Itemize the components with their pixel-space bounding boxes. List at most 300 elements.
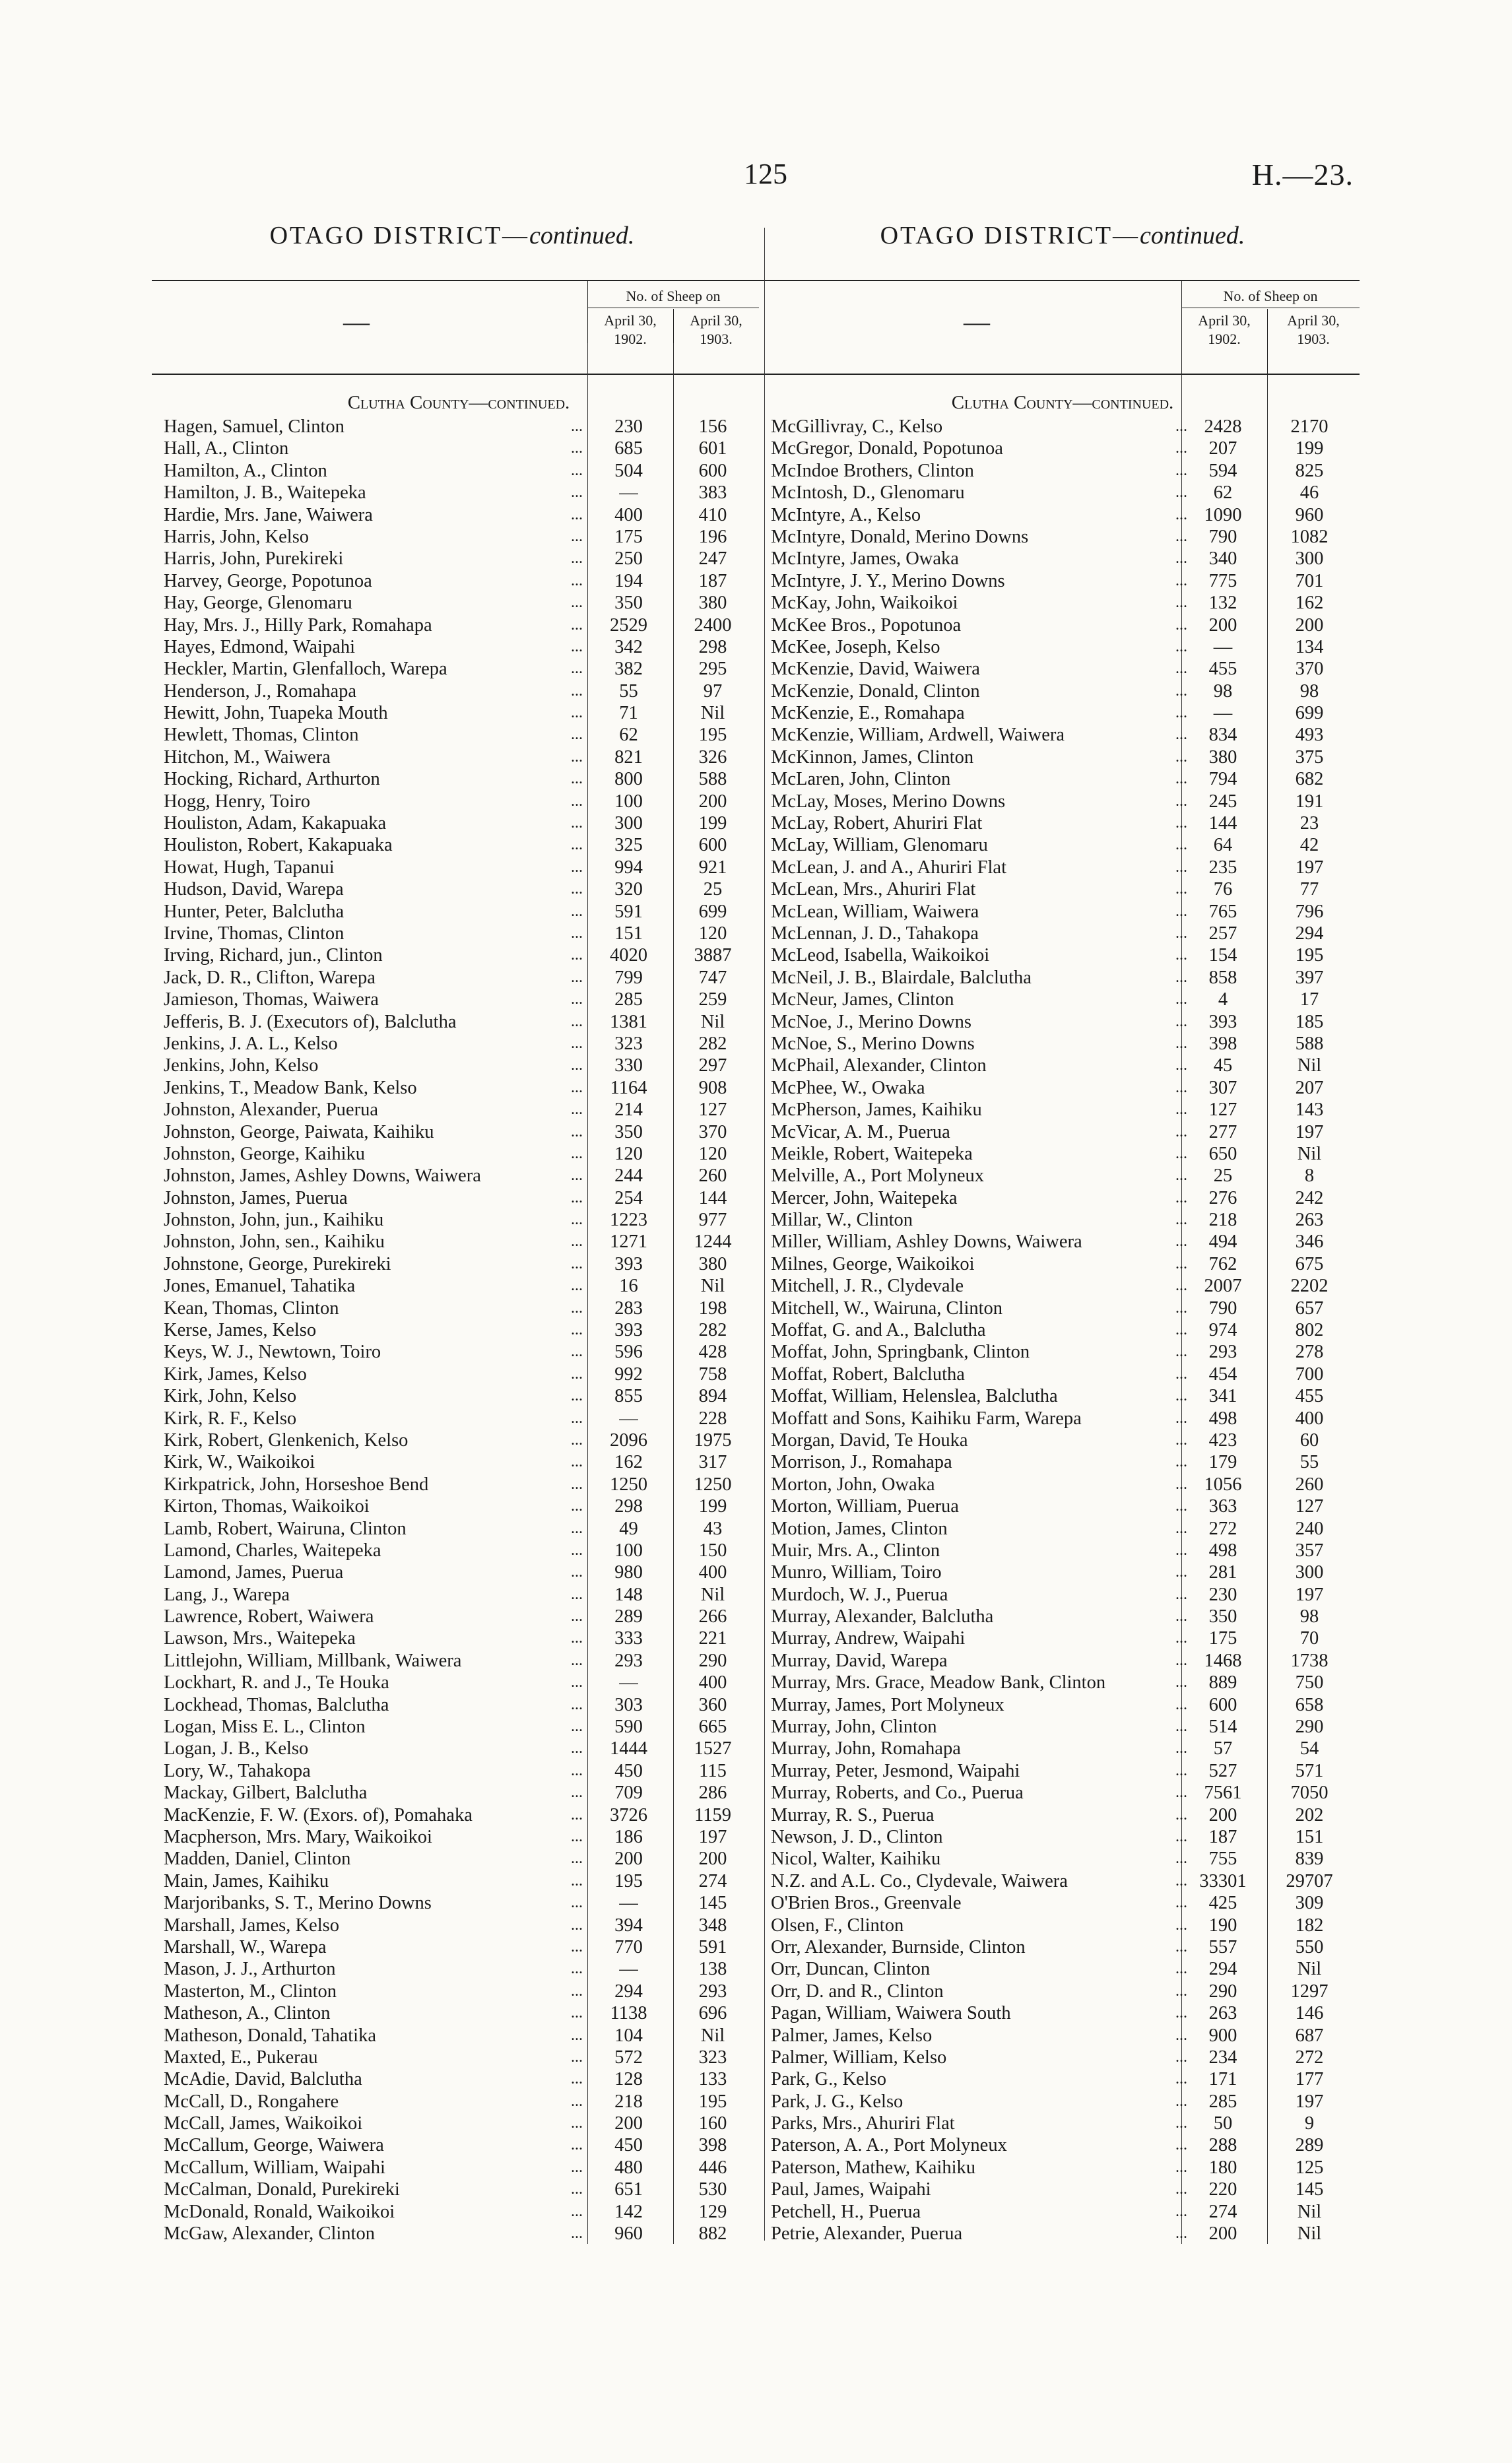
owner-name: Macpherson, Mrs. Mary, Waikoikoi xyxy=(164,1827,432,1847)
sheep-1903: 293 xyxy=(698,1981,727,2002)
sheep-1902: 4 xyxy=(1218,989,1228,1010)
table-row xyxy=(766,2157,1360,2179)
sheep-1903: 750 xyxy=(1295,1672,1324,1693)
sheep-1902: 175 xyxy=(1208,1628,1237,1649)
sheep-1903: 1297 xyxy=(1290,1981,1329,2002)
sheep-1903: 144 xyxy=(698,1187,727,1208)
leader-dots: ... xyxy=(571,1850,583,1868)
owner-name: Harvey, George, Popotunoa xyxy=(164,570,372,591)
sheep-1903: Nil xyxy=(1297,1055,1322,1076)
sheep-1902: 190 xyxy=(1208,1915,1237,1936)
sheep-1903: 326 xyxy=(698,746,727,768)
sheep-1903: 3887 xyxy=(694,945,732,966)
leader-dots: ... xyxy=(571,968,583,986)
owner-name: Johnston, Alexander, Puerua xyxy=(164,1100,378,1121)
owner-name: McGillivray, C., Kelso xyxy=(771,416,943,437)
sheep-1903: 98 xyxy=(1299,680,1319,702)
sheep-1903: 1244 xyxy=(694,1232,732,1253)
leader-dots: ... xyxy=(571,527,583,545)
sheep-1903: 687 xyxy=(1295,2025,1324,2046)
leader-dots: ... xyxy=(571,1674,583,1691)
owner-name: Paterson, Mathew, Kaihiku xyxy=(771,2157,976,2178)
sheep-1903: 145 xyxy=(698,1893,727,1914)
leader-dots: ... xyxy=(1175,1189,1187,1206)
sheep-1903: 1159 xyxy=(694,1804,731,1825)
sheep-1902: 288 xyxy=(1208,2135,1237,2156)
owner-name: Harris, John, Kelso xyxy=(164,526,310,547)
sheep-1903: 290 xyxy=(698,1650,727,1671)
sheep-1902: 230 xyxy=(614,416,643,437)
owner-name: Jenkins, T., Meadow Bank, Kelso xyxy=(164,1077,417,1098)
leader-dots: ... xyxy=(571,1431,583,1449)
leader-dots: ... xyxy=(571,792,583,810)
sheep-1903: 145 xyxy=(1295,2179,1324,2200)
sheep-1903: 55 xyxy=(1299,1452,1319,1473)
leader-dots: ... xyxy=(1175,2202,1187,2220)
owner-name: Hagen, Samuel, Clinton xyxy=(164,416,345,437)
sheep-1903: 1250 xyxy=(694,1474,732,1495)
table-row xyxy=(766,1253,1360,1275)
owner-name: N.Z. and A.L. Co., Clydevale, Waiwera xyxy=(771,1870,1068,1891)
sheep-1903: 601 xyxy=(698,438,727,459)
sheep-1903: 300 xyxy=(1295,1562,1324,1583)
leader-dots: ... xyxy=(1175,858,1187,876)
owner-name: McIntyre, James, Owaka xyxy=(771,548,959,570)
sheep-1903: Nil xyxy=(700,1276,725,1297)
sheep-1902: — xyxy=(1213,636,1233,657)
leader-dots: ... xyxy=(1175,682,1187,700)
owner-name: Hewlett, Thomas, Clinton xyxy=(164,725,359,746)
sheep-1902: 342 xyxy=(614,636,643,657)
sheep-1902: 889 xyxy=(1208,1672,1237,1693)
leader-dots: ... xyxy=(571,484,583,502)
left-section-heading: Clutha County—continued. xyxy=(347,392,570,413)
sheep-1903: Nil xyxy=(1297,1959,1322,1980)
right-year-1902-header: April 30, 1902. xyxy=(1198,312,1251,347)
sheep-1903: 700 xyxy=(1295,1363,1324,1385)
sheep-1902: 790 xyxy=(1208,526,1237,547)
owner-name: Miller, William, Ashley Downs, Waiwera xyxy=(771,1232,1082,1253)
table-row xyxy=(766,658,1360,680)
table-row xyxy=(766,878,1360,900)
owner-name: Kirk, W., Waikoikoi xyxy=(164,1452,315,1473)
table-row xyxy=(766,2002,1360,2024)
sheep-1902: 303 xyxy=(614,1694,643,1715)
sheep-1903: 42 xyxy=(1299,835,1319,856)
sheep-1903: Nil xyxy=(700,1584,725,1605)
table-row xyxy=(766,746,1360,768)
sheep-1903: 199 xyxy=(698,813,727,834)
leader-dots: ... xyxy=(1175,880,1187,898)
leader-dots: ... xyxy=(571,836,583,854)
sheep-1902: 71 xyxy=(619,703,638,724)
table-row xyxy=(766,1892,1360,1914)
sheep-1902: 775 xyxy=(1208,570,1237,591)
leader-dots: ... xyxy=(1175,792,1187,810)
sheep-1902: 1090 xyxy=(1204,504,1242,525)
sheep-1902: 25 xyxy=(1213,1166,1233,1187)
sheep-1902: 350 xyxy=(614,1121,643,1142)
sheep-1902: 200 xyxy=(1208,2223,1237,2245)
sheep-1902: 162 xyxy=(614,1452,643,1473)
sheep-1903: 699 xyxy=(698,901,727,922)
sheep-1903: 8 xyxy=(1304,1166,1315,1187)
table-row xyxy=(766,2047,1360,2068)
sheep-1903: 77 xyxy=(1299,879,1319,900)
sheep-1902: 128 xyxy=(614,2069,643,2090)
owner-name: Johnston, George, Kaihiku xyxy=(164,1143,366,1164)
sheep-1902: 1381 xyxy=(610,1011,647,1032)
leader-dots: ... xyxy=(571,1144,583,1162)
owner-name: Heckler, Martin, Glenfalloch, Warepa xyxy=(164,659,447,680)
sheep-1902: 62 xyxy=(619,725,638,746)
sheep-1902: — xyxy=(619,482,638,504)
sheep-1903: 182 xyxy=(1295,1915,1324,1936)
sheep-1903: 200 xyxy=(698,1849,727,1870)
owner-name: McNeil, J. B., Blairdale, Balclutha xyxy=(771,967,1032,988)
sheep-1902: 685 xyxy=(614,438,643,459)
leader-dots: ... xyxy=(1175,1057,1187,1074)
sheep-1902: 283 xyxy=(614,1297,643,1319)
table-row xyxy=(766,438,1360,459)
leader-dots: ... xyxy=(571,1740,583,1757)
leader-dots: ... xyxy=(571,660,583,678)
owner-name: Jenkins, John, Kelso xyxy=(164,1055,319,1076)
table-row xyxy=(766,1187,1360,1209)
table-row xyxy=(766,504,1360,526)
sheep-1902: 230 xyxy=(1208,1584,1237,1605)
leader-dots: ... xyxy=(1175,1894,1187,1912)
sheep-1903: 758 xyxy=(698,1363,727,1385)
sheep-1902: 974 xyxy=(1208,1320,1237,1341)
leader-dots: ... xyxy=(1175,660,1187,678)
table-row xyxy=(766,2179,1360,2200)
owner-name: Parks, Mrs., Ahuriri Flat xyxy=(771,2113,955,2134)
owner-name: Lamond, James, Puerua xyxy=(164,1562,344,1583)
table-row xyxy=(766,944,1360,966)
sheep-1902: 214 xyxy=(614,1100,643,1121)
left-name-column-header: — xyxy=(343,307,370,337)
document-code: H.—23. xyxy=(1251,158,1354,191)
owner-name: Murray, James, Port Molyneux xyxy=(771,1694,1004,1715)
sheep-1903: 196 xyxy=(698,526,727,547)
sheep-1902: 504 xyxy=(614,460,643,481)
table-row xyxy=(766,680,1360,702)
leader-dots: ... xyxy=(1175,1211,1187,1229)
sheep-1902: 272 xyxy=(1208,1518,1237,1539)
owner-name: Mackay, Gilbert, Balclutha xyxy=(164,1783,368,1804)
sheep-1902: 257 xyxy=(1208,923,1237,944)
owner-name: Hewitt, John, Tuapeka Mouth xyxy=(164,703,388,724)
leader-dots: ... xyxy=(571,1695,583,1713)
owner-name: McLennan, J. D., Tahakopa xyxy=(771,923,979,944)
sheep-1902: 76 xyxy=(1213,879,1233,900)
table-row xyxy=(766,592,1360,614)
sheep-1903: 960 xyxy=(1295,504,1324,525)
owner-name: McIntosh, D., Glenomaru xyxy=(771,482,965,504)
sheep-1903: 162 xyxy=(1295,593,1324,614)
leader-dots: ... xyxy=(571,2092,583,2110)
sheep-1902: 980 xyxy=(614,1562,643,1583)
sheep-1902: 594 xyxy=(1208,460,1237,481)
table-row xyxy=(766,1760,1360,1782)
sheep-1902: 127 xyxy=(1208,1100,1237,1121)
sheep-1902: 45 xyxy=(1213,1055,1233,1076)
center-column-divider xyxy=(764,228,765,2241)
owner-name: Marshall, W., Warepa xyxy=(164,1936,327,1957)
leader-dots: ... xyxy=(1175,506,1187,523)
owner-name: Millar, W., Clinton xyxy=(771,1210,913,1231)
sheep-1903: 2202 xyxy=(1290,1276,1329,1297)
owner-name: Hamilton, J. B., Waitepeka xyxy=(164,482,366,504)
owner-name: Lamond, Charles, Waitepeka xyxy=(164,1540,381,1561)
table-row xyxy=(766,1077,1360,1099)
leader-dots: ... xyxy=(1175,1144,1187,1162)
table-row xyxy=(766,1121,1360,1143)
table-row xyxy=(766,857,1360,878)
owner-name: Kirkpatrick, John, Horseshoe Bend xyxy=(164,1474,429,1495)
sheep-1902: 790 xyxy=(1208,1297,1237,1319)
table-row xyxy=(766,1981,1360,2002)
leader-dots: ... xyxy=(1175,1806,1187,1823)
table-row xyxy=(766,812,1360,834)
owner-name: Johnston, John, jun., Kaihiku xyxy=(164,1210,384,1231)
right-table-header xyxy=(766,280,1360,375)
sheep-1903: 97 xyxy=(703,680,723,702)
leader-dots: ... xyxy=(571,1872,583,1889)
sheep-1903: 278 xyxy=(1295,1342,1324,1363)
owner-name: Hay, Mrs. J., Hilly Park, Romahapa xyxy=(164,614,432,636)
owner-name: McKenzie, William, Ardwell, Waiwera xyxy=(771,725,1065,746)
leader-dots: ... xyxy=(571,1387,583,1405)
sheep-1902: 98 xyxy=(1213,680,1233,702)
leader-dots: ... xyxy=(1175,1761,1187,1779)
table-row xyxy=(766,1584,1360,1606)
right-year-1903-header: April 30, 1903. xyxy=(1287,312,1340,347)
sheep-1903: 200 xyxy=(698,791,727,812)
sheep-1903: 600 xyxy=(698,835,727,856)
sheep-1903: 191 xyxy=(1295,791,1324,812)
leader-dots: ... xyxy=(1175,1519,1187,1537)
left-rule-1 xyxy=(587,343,588,2244)
sheep-1903: 360 xyxy=(698,1694,727,1715)
sheep-1903: 260 xyxy=(1295,1474,1324,1495)
right-sheep-header: No. of Sheep on xyxy=(1181,285,1360,308)
table-row xyxy=(766,1297,1360,1319)
sheep-1903: 199 xyxy=(698,1496,727,1517)
sheep-1902: 300 xyxy=(614,813,643,834)
sheep-1902: 104 xyxy=(614,2025,643,2046)
leader-dots: ... xyxy=(1175,484,1187,502)
owner-name: Orr, Duncan, Clinton xyxy=(771,1959,931,1980)
table-row xyxy=(766,1429,1360,1451)
sheep-1902: 393 xyxy=(614,1320,643,1341)
leader-dots: ... xyxy=(1175,1321,1187,1339)
owner-name: McPhee, W., Owaka xyxy=(771,1077,925,1098)
right-column xyxy=(766,218,1360,2245)
sheep-1903: 46 xyxy=(1299,482,1319,504)
sheep-1903: 383 xyxy=(698,482,727,504)
table-row xyxy=(766,614,1360,636)
table-row xyxy=(766,1738,1360,1759)
owner-name: McAdie, David, Balclutha xyxy=(164,2069,362,2090)
leader-dots: ... xyxy=(1175,1718,1187,1736)
sheep-1903: 197 xyxy=(1295,1584,1324,1605)
sheep-1903: 600 xyxy=(698,460,727,481)
owner-name: Jack, D. R., Clifton, Warepa xyxy=(164,967,376,988)
sheep-1902: 64 xyxy=(1213,835,1233,856)
sheep-1902: 855 xyxy=(614,1386,643,1407)
sheep-1902: 49 xyxy=(619,1518,638,1539)
owner-name: McNoe, J., Merino Downs xyxy=(771,1011,971,1032)
sheep-1902: 400 xyxy=(614,504,643,525)
sheep-1902: 2428 xyxy=(1204,416,1242,437)
left-title-main: OTAGO DISTRICT— xyxy=(269,222,530,249)
table-row xyxy=(766,1606,1360,1627)
leader-dots: ... xyxy=(571,858,583,876)
table-row xyxy=(766,901,1360,923)
sheep-1903: 839 xyxy=(1295,1849,1324,1870)
leader-dots: ... xyxy=(1175,1695,1187,1713)
leader-dots: ... xyxy=(571,1299,583,1317)
owner-name: Johnston, George, Paiwata, Kaihiku xyxy=(164,1121,434,1142)
sheep-1902: 187 xyxy=(1208,1827,1237,1847)
leader-dots: ... xyxy=(571,506,583,523)
sheep-1903: 370 xyxy=(1295,659,1324,680)
leader-dots: ... xyxy=(571,2136,583,2154)
owner-name: Johnston, John, sen., Kaihiku xyxy=(164,1232,385,1253)
sheep-1902: 200 xyxy=(614,2113,643,2134)
owner-name: Moffat, G. and A., Balclutha xyxy=(771,1320,986,1341)
leader-dots: ... xyxy=(571,2026,583,2044)
sheep-1903: Nil xyxy=(1297,1143,1322,1164)
leader-dots: ... xyxy=(571,1629,583,1647)
leader-dots: ... xyxy=(1175,2115,1187,2132)
owner-name: Murray, John, Clinton xyxy=(771,1717,937,1738)
owner-name: McLaren, John, Clinton xyxy=(771,769,951,790)
sheep-1902: 1271 xyxy=(610,1232,647,1253)
leader-dots: ... xyxy=(1175,1674,1187,1691)
table-row xyxy=(766,834,1360,856)
owner-name: Mitchell, J. R., Clydevale xyxy=(771,1276,964,1297)
leader-dots: ... xyxy=(1175,1299,1187,1317)
sheep-1902: 480 xyxy=(614,2157,643,2178)
sheep-1902: 120 xyxy=(614,1143,643,1164)
table-row xyxy=(766,1716,1360,1738)
sheep-1903: 295 xyxy=(698,659,727,680)
sheep-1903: 825 xyxy=(1295,460,1324,481)
table-row xyxy=(766,1143,1360,1165)
sheep-1902: 194 xyxy=(614,570,643,591)
owner-name: Murray, Alexander, Balclutha xyxy=(771,1606,994,1627)
sheep-1902: 600 xyxy=(1208,1694,1237,1715)
sheep-1903: 156 xyxy=(698,416,727,437)
owner-name: Kirk, Robert, Glenkenich, Kelso xyxy=(164,1429,409,1451)
owner-name: Kirk, John, Kelso xyxy=(164,1386,297,1407)
sheep-1902: 762 xyxy=(1208,1253,1237,1274)
table-row xyxy=(766,1474,1360,1495)
sheep-1903: 200 xyxy=(1295,614,1324,636)
sheep-1903: 1527 xyxy=(694,1738,732,1759)
table-row xyxy=(766,1385,1360,1407)
sheep-1903: 9 xyxy=(1304,2113,1315,2134)
owner-name: Masterton, M., Clinton xyxy=(164,1981,337,2002)
sheep-1903: 571 xyxy=(1295,1760,1324,1781)
leader-dots: ... xyxy=(571,418,583,435)
leader-dots: ... xyxy=(1175,1740,1187,1757)
sheep-1902: 2007 xyxy=(1204,1276,1242,1297)
owner-name: Murray, Andrew, Waipahi xyxy=(771,1628,966,1649)
owner-name: McIndoe Brothers, Clinton xyxy=(771,460,974,481)
sheep-1903: 400 xyxy=(698,1672,727,1693)
sheep-1902: 323 xyxy=(614,1033,643,1054)
sheep-1902: 590 xyxy=(614,1717,643,1738)
sheep-1903: 138 xyxy=(698,1959,727,1980)
sheep-1903: 701 xyxy=(1295,570,1324,591)
sheep-1903: 187 xyxy=(698,570,727,591)
leader-dots: ... xyxy=(571,2202,583,2220)
sheep-1903: 357 xyxy=(1295,1540,1324,1561)
leader-dots: ... xyxy=(1175,2026,1187,2044)
leader-dots: ... xyxy=(1175,726,1187,744)
sheep-1903: 133 xyxy=(698,2069,727,2090)
sheep-1903: 796 xyxy=(1295,901,1324,922)
leader-dots: ... xyxy=(1175,836,1187,854)
sheep-1903: 98 xyxy=(1299,1606,1319,1627)
leader-dots: ... xyxy=(1175,616,1187,634)
owner-name: Palmer, James, Kelso xyxy=(771,2025,933,2046)
table-row xyxy=(766,923,1360,944)
sheep-1903: 309 xyxy=(1295,1893,1324,1914)
leader-dots: ... xyxy=(1175,2092,1187,2110)
leader-dots: ... xyxy=(571,461,583,479)
sheep-1903: 348 xyxy=(698,1915,727,1936)
owner-name: McPherson, James, Kaihiku xyxy=(771,1100,982,1121)
sheep-1902: 1223 xyxy=(610,1210,647,1231)
owner-name: Lockhart, R. and J., Te Houka xyxy=(164,1672,389,1693)
owner-name: Jones, Emanuel, Tahatika xyxy=(164,1276,356,1297)
sheep-1903: 657 xyxy=(1295,1297,1324,1319)
table-row xyxy=(766,1650,1360,1672)
owner-name: Mercer, John, Waitepeka xyxy=(771,1187,958,1208)
owner-name: Morgan, David, Te Houka xyxy=(771,1429,968,1451)
sheep-1902: 709 xyxy=(614,1783,643,1804)
owner-name: Irvine, Thomas, Clinton xyxy=(164,923,345,944)
sheep-1902: 276 xyxy=(1208,1187,1237,1208)
table-row xyxy=(766,1915,1360,1936)
sheep-1902: 244 xyxy=(614,1166,643,1187)
owner-name: McLean, J. and A., Ahuriri Flat xyxy=(771,857,1006,878)
sheep-1902: 423 xyxy=(1208,1429,1237,1451)
leader-dots: ... xyxy=(1175,1960,1187,1978)
table-row xyxy=(766,1275,1360,1297)
leader-dots: ... xyxy=(571,1167,583,1185)
sheep-1903: 290 xyxy=(1295,1717,1324,1738)
owner-name: Pagan, William, Waiwera South xyxy=(771,2003,1011,2024)
table-row xyxy=(766,1451,1360,1473)
leader-dots: ... xyxy=(1175,1629,1187,1647)
leader-dots: ... xyxy=(571,1365,583,1383)
owner-name: McKee, Joseph, Kelso xyxy=(771,636,940,657)
owner-name: McIntyre, Donald, Merino Downs xyxy=(771,526,1029,547)
owner-name: MacKenzie, F. W. (Exors. of), Pomahaka xyxy=(164,1804,473,1825)
table-row xyxy=(766,2134,1360,2156)
owner-name: Lang, J., Warepa xyxy=(164,1584,290,1605)
leader-dots: ... xyxy=(571,1519,583,1537)
leader-dots: ... xyxy=(571,924,583,942)
leader-dots: ... xyxy=(1175,1431,1187,1449)
sheep-1903: 286 xyxy=(698,1783,727,1804)
